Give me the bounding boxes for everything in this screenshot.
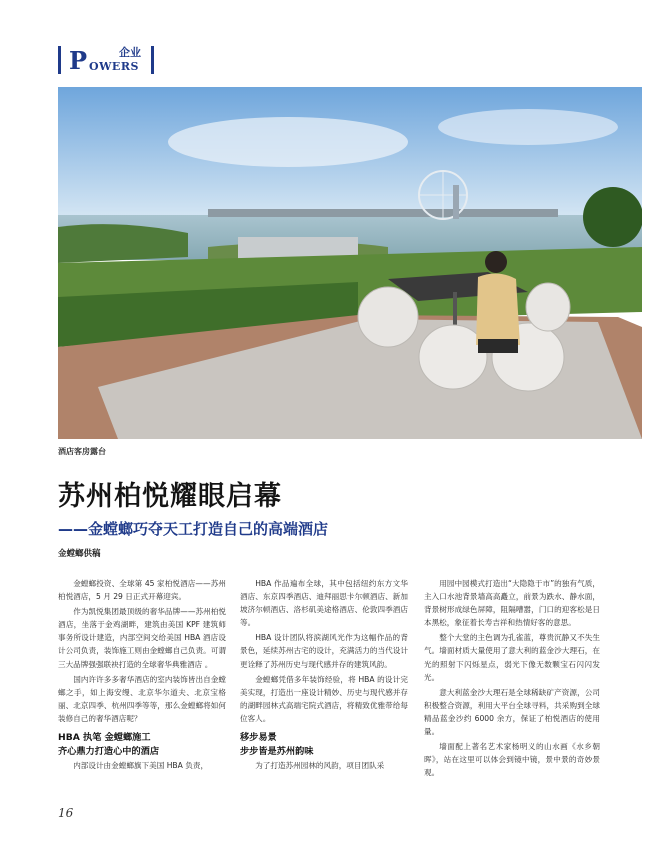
article-title: 苏州柏悦耀眼启幕 [58,481,282,512]
paragraph: 内部设计由金螳螂旗下美国 HBA 负责， [73,761,209,771]
paragraph: 金螳螂投资、全球第 45 家柏悦酒店——苏州柏悦酒店，5 月 29 日正式开幕迎宾。 [58,579,226,602]
hotel-terrace-photo [58,87,642,439]
text-column-3 [424,577,600,781]
paragraph: 为了打造苏州园林的风韵，项目团队采 [255,761,385,771]
section-label [67,44,145,76]
paragraph: 作为凯悦集团最顶级的奢华品牌——苏州柏悦酒店，坐落于金鸡湖畔，建筑由美国 KPF 建筑师事务所设计建造，内部空间交给美国 HBA 酒店设计公司负责，装饰施工则由金螳螂自己负责。可谓三大品牌强强联袂打造的全球奢华典雅酒店 。 [58,607,226,669]
photo-caption: 酒店客房露台 [58,447,106,456]
text-column-1 [58,577,226,774]
article-subtitle: ——金螳螂巧夺天工打造自己的高端酒店 [58,520,329,538]
section-label-en: OWERS [89,60,139,73]
shore-trees [58,224,188,263]
ferris-wheel [419,171,467,219]
paragraph: 意大利蓝金沙大理石是全球稀缺矿产资源，公司积极整合资源，利用大平台全球寻料，共采购到全球精品蓝金沙约 6000 余方，保证了柏悦酒店的使用量。 [424,687,600,737]
city-skyline [208,209,558,217]
potted-tree [583,187,642,247]
section-heading: HBA 执笔 金螳螂施工 [58,732,151,744]
terrace-illustration [58,87,642,439]
cloud [168,117,408,167]
text-column-2 [240,577,408,774]
header-bar-left [58,46,61,74]
section-heading: 齐心鼎力打造心中的酒店 [58,746,160,758]
paragraph: 国内许许多多奢华酒店的室内装饰皆出自金螳螂之手，如上海安缦、北京华尔道夫、北京宝格丽、北京四季、杭州四季等等，那么金螳螂将如何装修自己的奢华酒店呢？ [58,674,226,723]
page-number: 16 [58,806,74,820]
section-heading: 移步易景 [240,732,277,744]
article-byline: 金螳螂供稿 [58,549,101,559]
section-heading: 步步皆是苏州韵味 [240,746,314,758]
paragraph: 金螳螂凭借多年装饰经验，将 HBA 的设计完美实现，打造出一座设计精妙、历史与现代感并存的湖畔园林式高端宅院式酒店，将精致优雅带给每位客人。 [240,674,408,723]
paragraph: HBA 作品遍布全球，其中包括纽约东方文华酒店、东京四季酒店、迪拜丽思卡尔顿酒店、新加坡济尔顿酒店、洛杉矶美途格酒店、伦敦四季酒店等。 [240,579,408,628]
paragraph: 墙面配上著名艺术家杨明义的山水画《水乡朝晖》，站在这里可以体会到镜中镜，景中景的奇妙景观。 [424,742,600,778]
paragraph: 整个大堂的主色调为孔雀蓝，尊贵沉静又不失生气。墙面材质大量使用了意大利的蓝金沙大理石，在光的照射下闪烁星点，弱光下像无数颗宝石闪闪发光。 [424,633,600,682]
section-label-cn: 企业 [119,46,141,59]
cloud [438,109,618,145]
paragraph: HBA 设计团队将滨湖风光作为这幅作品的背景色，延续苏州古宅的设计，充满活力的当代设计更诠释了苏州历史与现代感并存的建筑风韵。 [240,633,408,669]
section-header [58,44,154,76]
header-bar-right [151,46,154,74]
section-label-initial: P [69,46,88,75]
paragraph: 用园中园模式打造出“大隐隐于市”的独有气质，主入口水池背景墙高高矗立，前景为跌水、静水面，背景树形成绿色屏障，阻隔嘈嚣，门口的迎客松是日本黑松，象征着长寿吉祥和热情好客的意思。 [424,579,600,628]
